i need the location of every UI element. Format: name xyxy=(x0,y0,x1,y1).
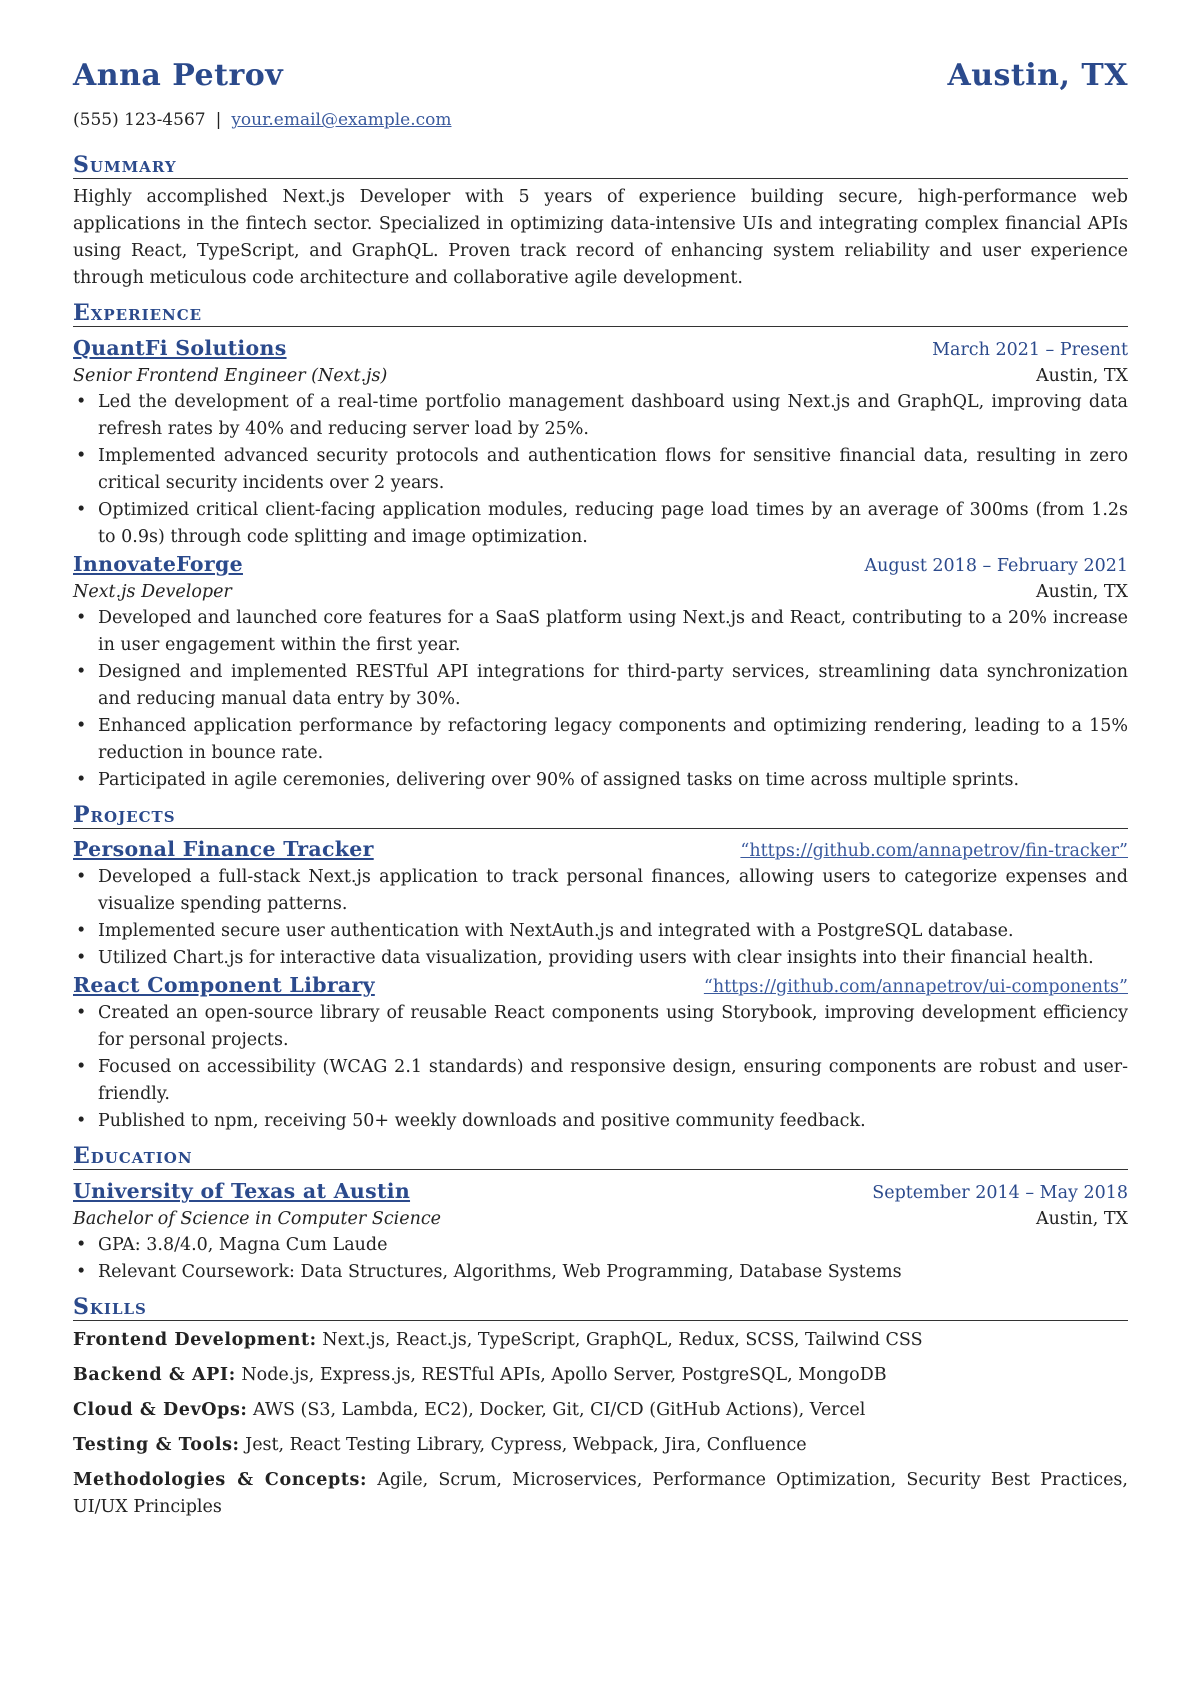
bullet-item: • Implemented advanced security protocols and authentication flows for sensitive financial data, resulting in zero critical security incidents over 2 years. xyxy=(98,443,1128,497)
experience-bullets xyxy=(73,605,1128,794)
skill-category: Methodologies & Concepts: xyxy=(73,1470,368,1490)
skill-list: Agile, Scrum, Microservices, Performance Optimization, Security Best Practices, UI/UX Principles xyxy=(73,1470,1128,1517)
contact-separator: | xyxy=(215,110,222,130)
bullet-item: • Utilized Chart.js for interactive data visualization, providing users with clear insights into their financial health. xyxy=(98,945,1128,972)
project-link[interactable]: “https://github.com/annapetrov/fin-tracker” xyxy=(740,841,1128,861)
bullet-item: • Relevant Coursework: Data Structures, Algorithms, Web Programming, Database Systems xyxy=(98,1259,1128,1286)
job-title: Senior Frontend Engineer (Next.js) xyxy=(73,366,388,386)
resume-header xyxy=(73,58,1128,108)
project-bullets xyxy=(73,864,1128,972)
candidate-name: Anna Petrov xyxy=(73,58,284,93)
job-location: Austin, TX xyxy=(1035,366,1128,386)
project-entry xyxy=(73,972,1128,1135)
bullet-item: • Published to npm, receiving 50+ weekly downloads and positive community feedback. xyxy=(98,1108,1128,1135)
job-location: Austin, TX xyxy=(1035,582,1128,602)
skill-list: Node.js, Express.js, RESTful APIs, Apollo Server, PostgreSQL, MongoDB xyxy=(235,1365,887,1385)
bullet-item: • Created an open-source library of reusable React components using Storybook, improving development efficiency for personal projects. xyxy=(98,1000,1128,1054)
experience-section xyxy=(73,300,1128,794)
experience-entry xyxy=(73,335,1128,551)
company-name[interactable]: InnovateForge xyxy=(73,552,243,576)
candidate-location: Austin, TX xyxy=(947,58,1128,93)
bullet-item: • Optimized critical client-facing application modules, reducing page load times by an average of 300ms (from 1.2s to 0.9s) through code splitting and image optimization. xyxy=(98,497,1128,551)
skill-list: Jest, React Testing Library, Cypress, Webpack, Jira, Confluence xyxy=(239,1435,807,1455)
experience-bullets xyxy=(73,389,1128,551)
company-name[interactable]: QuantFi Solutions xyxy=(73,336,287,360)
skill-line xyxy=(73,1362,1128,1389)
projects-section xyxy=(73,802,1128,1135)
skills-section xyxy=(73,1294,1128,1521)
bullet-item: • Led the development of a real-time portfolio management dashboard using Next.js and GraphQL, improving data refresh rates by 40% and reducing server load by 25%. xyxy=(98,389,1128,443)
degree-name: Bachelor of Science in Computer Science xyxy=(73,1209,442,1229)
skill-list: Next.js, React.js, TypeScript, GraphQL, Redux, SCSS, Tailwind CSS xyxy=(316,1330,923,1350)
skill-category: Cloud & DevOps: xyxy=(73,1400,248,1420)
section-title-summary: Summary xyxy=(73,152,1128,179)
section-title-skills: Skills xyxy=(73,1294,1128,1321)
bullet-item: • Participated in agile ceremonies, delivering over 90% of assigned tasks on time across multiple sprints. xyxy=(98,767,1128,794)
project-name[interactable]: Personal Finance Tracker xyxy=(73,837,374,861)
education-entry xyxy=(73,1178,1128,1286)
skill-line xyxy=(73,1397,1128,1424)
skill-line xyxy=(73,1467,1128,1521)
project-link[interactable]: “https://github.com/annapetrov/ui-components” xyxy=(703,977,1128,997)
project-name[interactable]: React Component Library xyxy=(73,973,375,997)
school-name[interactable]: University of Texas at Austin xyxy=(73,1179,411,1203)
skill-line xyxy=(73,1432,1128,1459)
bullet-item: • GPA: 3.8/4.0, Magna Cum Laude xyxy=(98,1232,1128,1259)
summary-section xyxy=(73,152,1128,292)
resume-page xyxy=(73,58,1128,1521)
education-section xyxy=(73,1143,1128,1286)
section-title-experience: Experience xyxy=(73,300,1128,327)
experience-entry xyxy=(73,551,1128,794)
skill-category: Testing & Tools: xyxy=(73,1435,240,1455)
school-location: Austin, TX xyxy=(1035,1209,1128,1229)
job-title: Next.js Developer xyxy=(73,582,232,602)
bullet-item: • Developed and launched core features for a SaaS platform using Next.js and React, contributing to a 20% increase in user engagement within the first year. xyxy=(98,605,1128,659)
email-link[interactable]: your.email@example.com xyxy=(231,110,452,130)
skill-category: Frontend Development: xyxy=(73,1330,317,1350)
phone-number: (555) 123-4567 xyxy=(73,110,206,130)
bullet-item: • Designed and implemented RESTful API integrations for third-party services, streamlining data synchronization and reducing manual data entry by 30%. xyxy=(98,659,1128,713)
skill-category: Backend & API: xyxy=(73,1365,236,1385)
contact-line xyxy=(73,110,1128,138)
employment-dates: August 2018 – February 2021 xyxy=(864,556,1128,576)
project-bullets xyxy=(73,1000,1128,1135)
bullet-item: • Focused on accessibility (WCAG 2.1 standards) and responsive design, ensuring components are robust and user-friendly. xyxy=(98,1054,1128,1108)
bullet-item: • Developed a full-stack Next.js application to track personal finances, allowing users to categorize expenses and visualize spending patterns. xyxy=(98,864,1128,918)
skill-list: AWS (S3, Lambda, EC2), Docker, Git, CI/CD (GitHub Actions), Vercel xyxy=(247,1400,866,1420)
section-title-education: Education xyxy=(73,1143,1128,1170)
section-title-projects: Projects xyxy=(73,802,1128,829)
summary-text: Highly accomplished Next.js Developer with 5 years of experience building secure, high-performance web applications in the fintech sector. Specialized in optimizing data-intensive UIs and integrating complex financial APIs using React, TypeScript, and GraphQL. Proven track record of enhancing system reliability and user experience through meticulous code architecture and collaborative agile development. xyxy=(73,187,1128,288)
bullet-item: • Enhanced application performance by refactoring legacy components and optimizing rendering, leading to a 15% reduction in bounce rate. xyxy=(98,713,1128,767)
employment-dates: March 2021 – Present xyxy=(932,340,1128,360)
education-dates: September 2014 – May 2018 xyxy=(872,1183,1128,1203)
project-entry xyxy=(73,836,1128,972)
skill-line xyxy=(73,1327,1128,1354)
education-bullets xyxy=(73,1232,1128,1286)
bullet-item: • Implemented secure user authentication with NextAuth.js and integrated with a PostgreSQL database. xyxy=(98,918,1128,945)
